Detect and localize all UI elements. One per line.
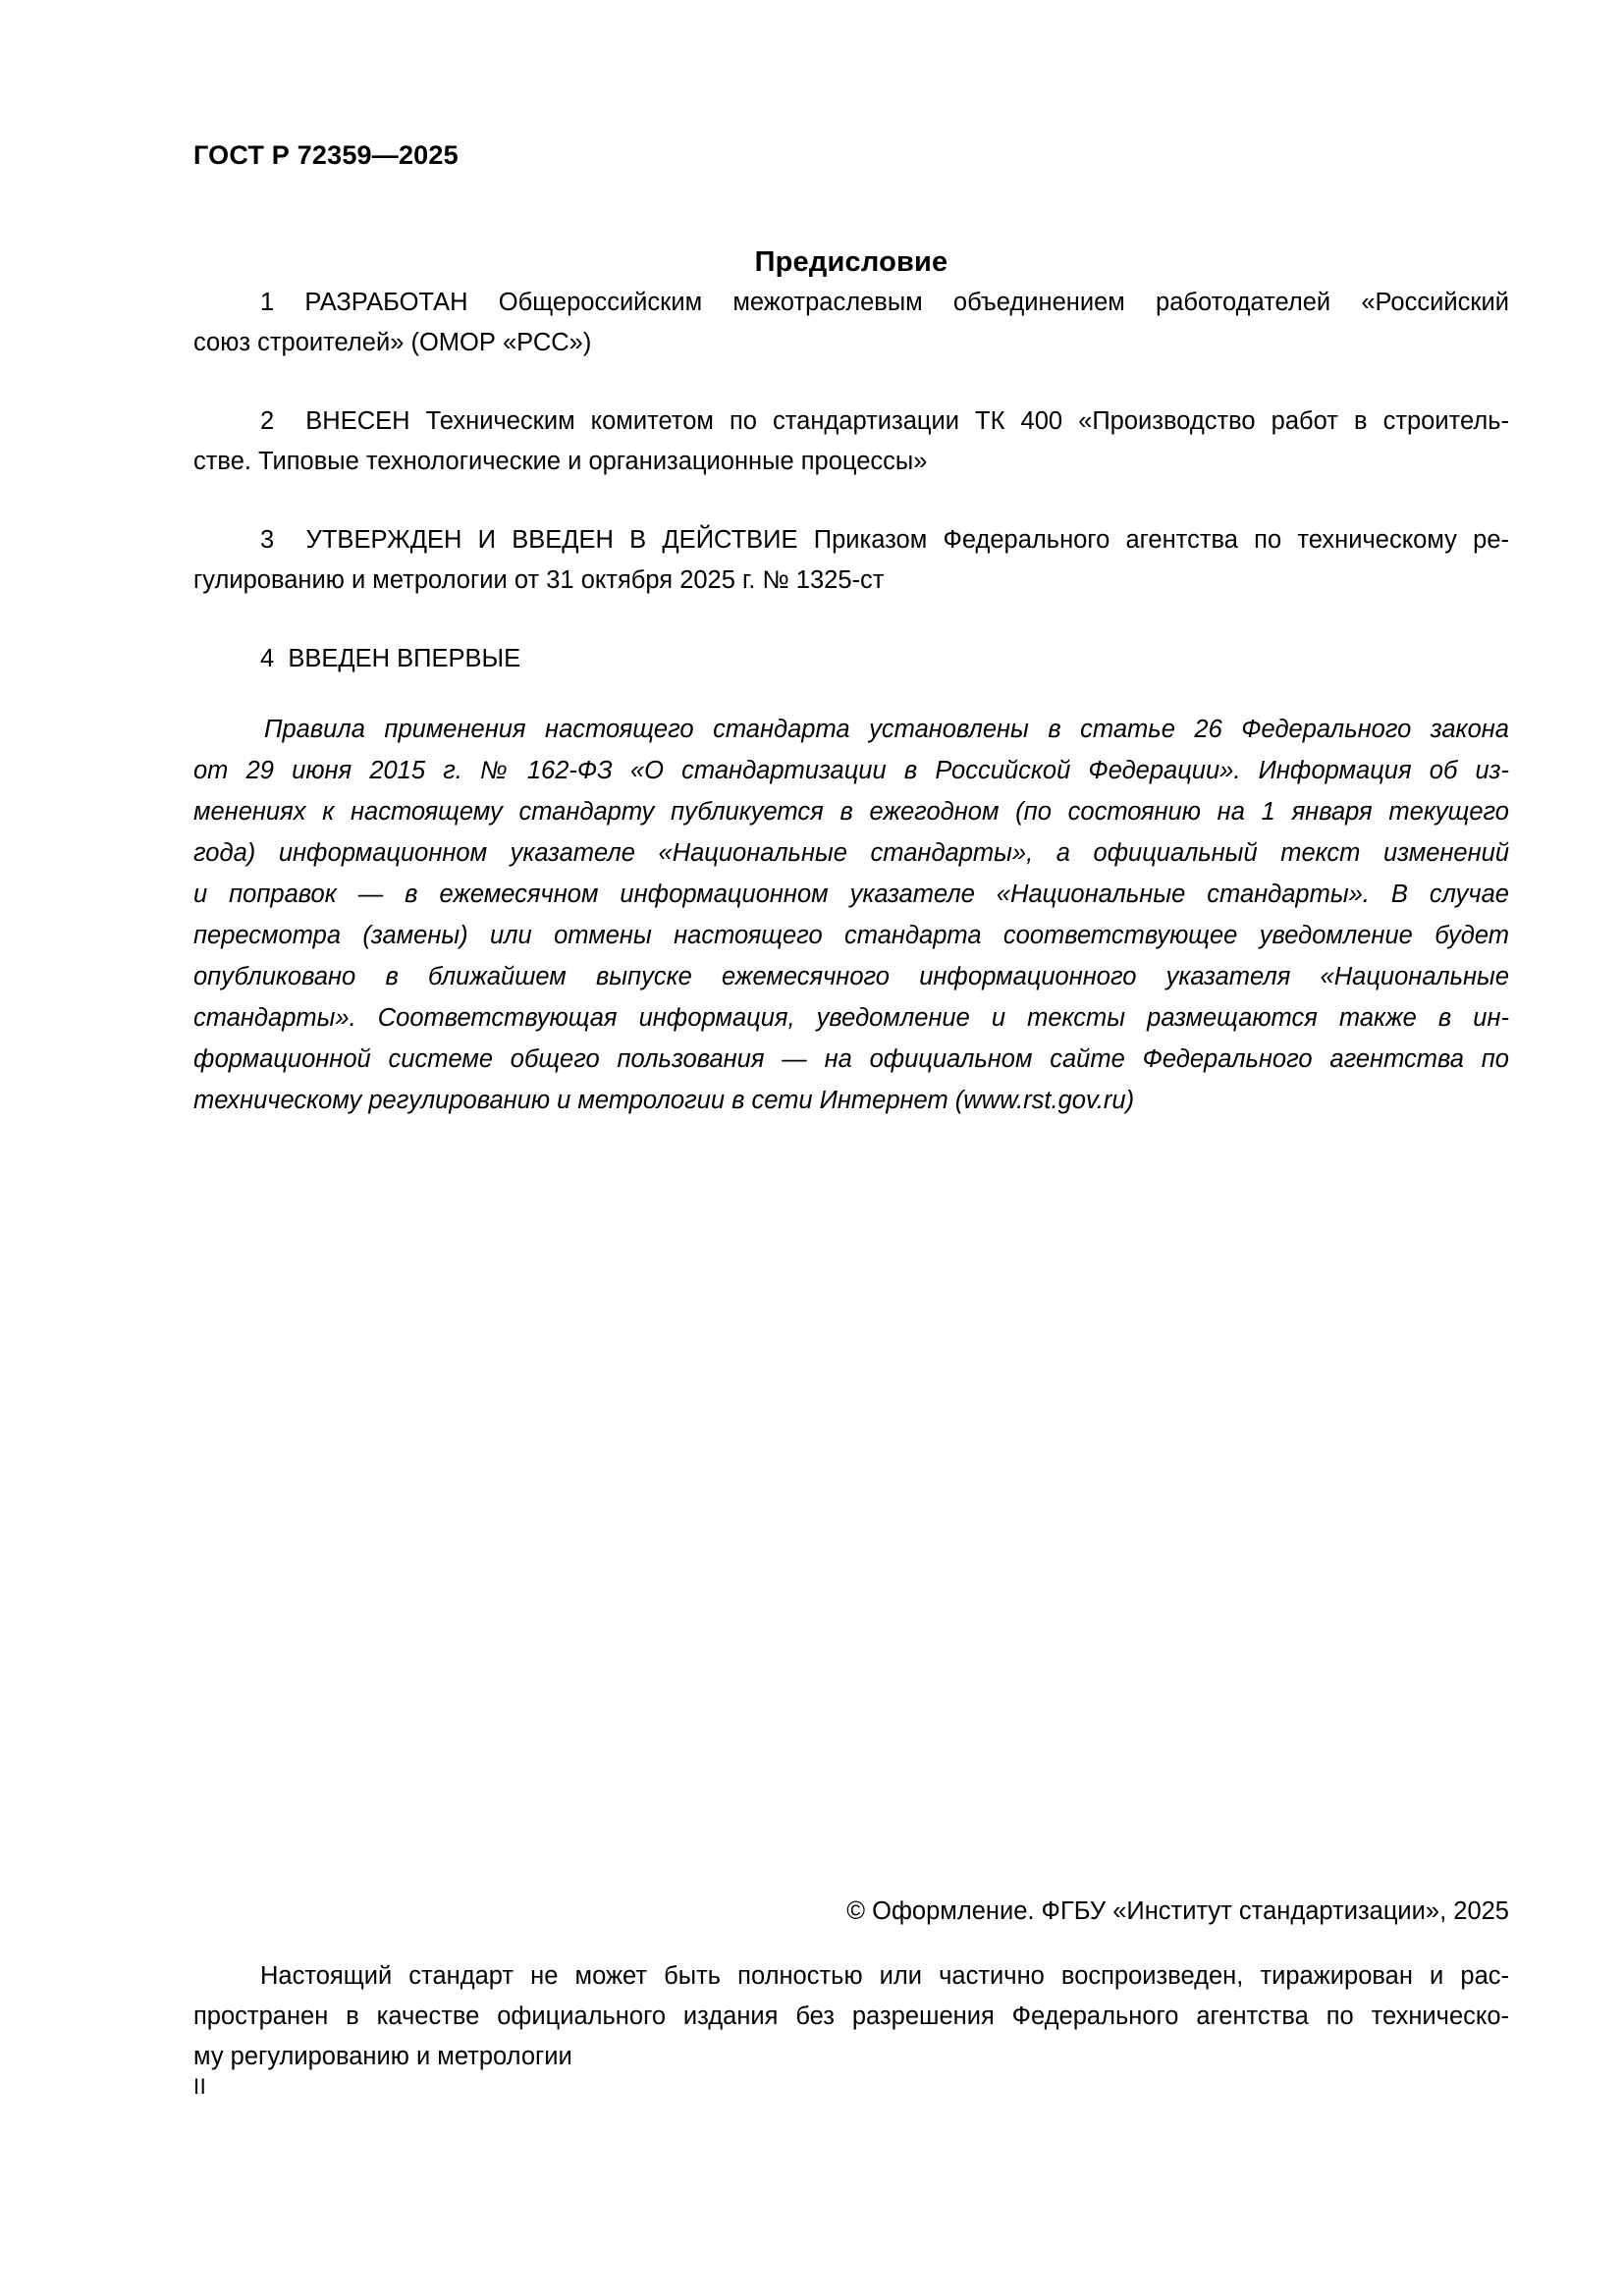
disclaimer-line: му регулированию и метрологии	[193, 2043, 572, 2070]
rules-line: пересмотра (замены) или отмены настоящего стандарта соответствующее уведомление будет	[193, 922, 1509, 949]
rules-line: и поправок — в ежемесячном информационном указателе «Национальные стандарты». В случае	[193, 881, 1509, 908]
running-header: ГОСТ Р 72359—2025	[193, 140, 459, 170]
foreword-clause-4	[193, 639, 1509, 679]
clause-line: гулированию и метрологии от 31 октября 2025 г. № 1325-ст	[193, 566, 885, 594]
rules-line: опубликовано в ближайшем выпуске ежемесячного информационного указателя «Национальные	[193, 963, 1509, 990]
clause-line: союз строителей» (ОМОР «РСС»)	[193, 329, 592, 356]
disclaimer-line: пространен в качестве официального издания без разрешения Федерального агентства по техническо-	[193, 2002, 1509, 2030]
page-number: II	[193, 2074, 207, 2099]
clause-line: 2 ВНЕСЕН Техническим комитетом по стандартизации ТК 400 «Производство работ в строитель-	[260, 407, 1509, 435]
clause-line: 4 ВВЕДЕН ВПЕРВЫЕ	[260, 645, 521, 672]
copyright-notice: © Оформление. ФГБУ «Институт стандартизации», 2025	[846, 1897, 1509, 1925]
foreword-clause-list	[193, 283, 1509, 679]
rules-line: года) информационном указателе «Национальные стандарты», а официальный текст изменений	[193, 839, 1509, 867]
clause-line: 3 УТВЕРЖДЕН И ВВЕДЕН В ДЕЙСТВИЕ Приказом Федерального агентства по техническому ре-	[260, 526, 1509, 554]
rules-line: формационной системе общего пользования — на официальном сайте Федерального агентства по	[193, 1045, 1509, 1073]
clause-line: стве. Типовые технологические и организационные процессы»	[193, 448, 928, 475]
rules-line: Правила применения настоящего стандарта установлены в статье 26 Федерального закона	[264, 716, 1509, 743]
rules-line: менениях к настоящему стандарту публикуется в ежегодном (по состоянию на 1 января текущего	[193, 798, 1509, 826]
disclaimer-line: Настоящий стандарт не может быть полностью или частично воспроизведен, тиражирован и рас-	[260, 1962, 1509, 1990]
foreword-clause-1	[193, 283, 1509, 363]
application-rules-note	[193, 709, 1509, 1121]
rules-line: от 29 июня 2015 г. № 162-ФЗ «О стандартизации в Российской Федерации». Информация об из-	[193, 757, 1509, 784]
foreword-clause-3	[193, 520, 1509, 601]
clause-line: 1 РАЗРАБОТАН Общероссийским межотраслевым объединением работодателей «Российский	[260, 289, 1509, 316]
reproduction-disclaimer	[193, 1956, 1509, 2077]
page-title: Предисловие	[754, 246, 948, 279]
rules-line: стандарты». Соответствующая информация, уведомление и тексты размещаются также в ин-	[193, 1004, 1509, 1032]
foreword-clause-2	[193, 401, 1509, 482]
rules-line: техническому регулированию и метрологии в сети Интернет (www.rst.gov.ru)	[193, 1087, 1135, 1114]
